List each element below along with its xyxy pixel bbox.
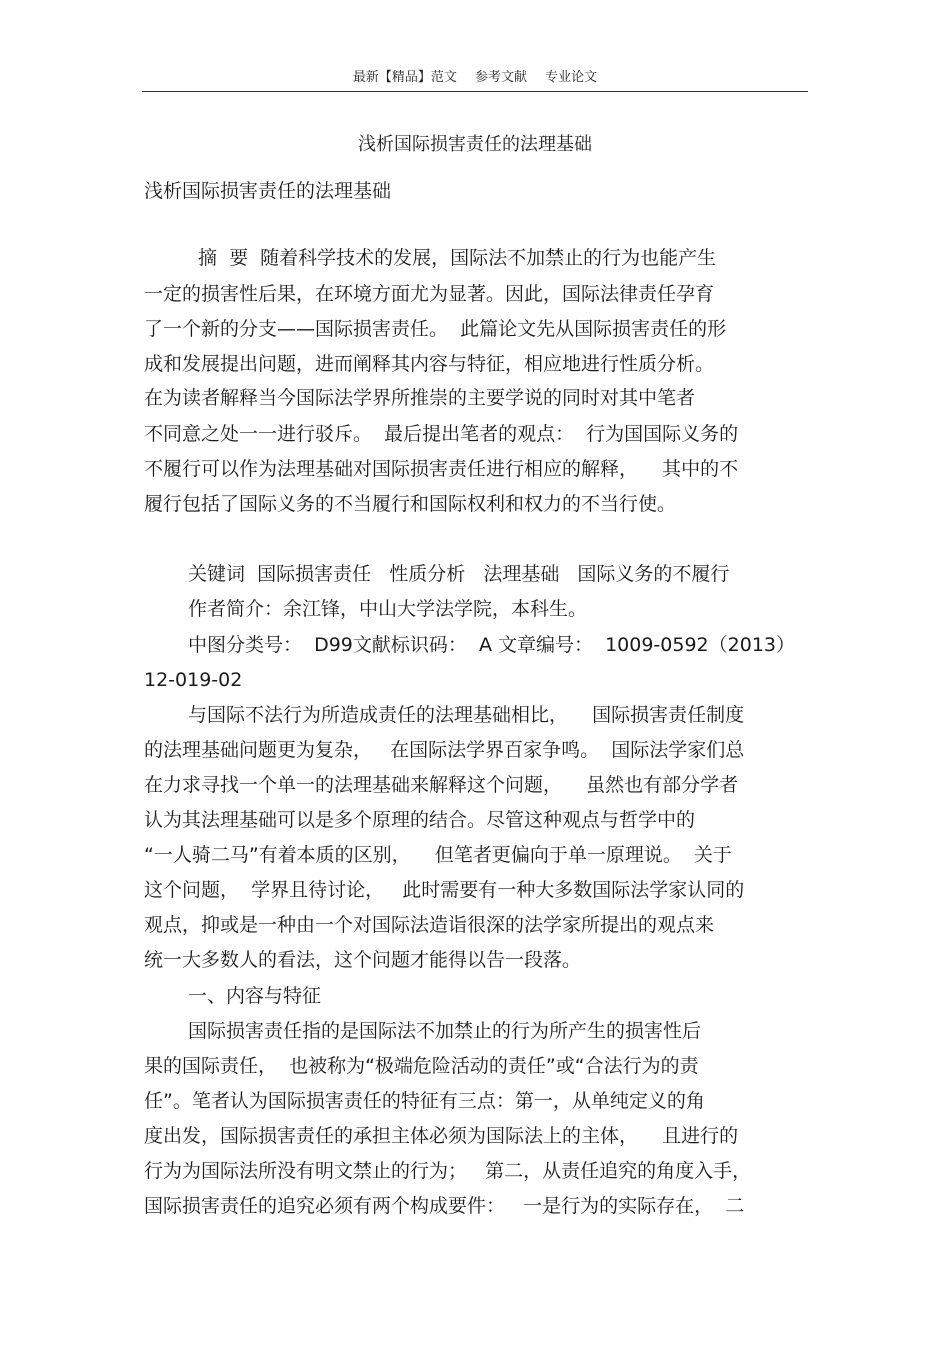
- document-title: 浅析国际损害责任的法理基础: [358, 134, 592, 155]
- abstract-line: 了一个新的分支——国际损害责任。 此篇论文先从国际损害责任的形: [144, 318, 727, 340]
- body-line: 认为其法理基础可以是多个原理的结合。尽管这种观点与哲学中的: [144, 809, 696, 831]
- body-line: 观点，抑或是一种由一个对国际法造诣很深的法学家所提出的观点来: [144, 914, 715, 936]
- body-line: 度出发，国际损害责任的承担主体必须为国际法上的主体， 且进行的: [144, 1125, 739, 1147]
- body-line: 国际损害责任的追究必须有两个构成要件： 一是行为的实际存在， 二: [144, 1195, 745, 1217]
- body-line: 的法理基础问题更为复杂， 在国际法学界百家争鸣。 国际法学家们总: [144, 739, 745, 761]
- abstract-line: 不同意之处一一进行驳斥。 最后提出笔者的观点： 行为国国际义务的: [144, 423, 739, 445]
- body-line: 果的国际责任， 也被称为“极端危险活动的责任”或“合法行为的责: [144, 1055, 699, 1077]
- classification-line: 12-019-02: [144, 669, 243, 691]
- abstract-line: 不履行可以作为法理基础对国际损害责任进行相应的解释， 其中的不: [144, 458, 739, 480]
- body-line: 这个问题， 学界且待讨论， 此时需要有一种大多数国际法学家认同的: [144, 879, 745, 901]
- header-divider: [142, 91, 808, 92]
- header-item-lunwen: 专业论文: [545, 70, 598, 85]
- abstract-line: 履行包括了国际义务的不当履行和国际权利和权力的不当行使。: [144, 493, 677, 515]
- abstract-line: 一定的损害性后果，在环境方面尤为显著。因此，国际法律责任孕育: [144, 283, 715, 305]
- body-line: “一人骑二马”有着本质的区别， 但笔者更偏向于单一原理说。 关于: [144, 844, 732, 866]
- body-line: 国际损害责任指的是国际法不加禁止的行为所产生的损害性后: [188, 1020, 702, 1042]
- abstract-line: 成和发展提出问题，进而阐释其内容与特征，相应地进行性质分析。: [144, 353, 715, 375]
- author-line: 作者简介：余江锋，中山大学法学院，本科生。: [188, 598, 588, 620]
- body-line: 统一大多数人的看法，这个问题才能得以告一段落。: [144, 949, 582, 971]
- abstract-line: 摘 要 随着科学技术的发展，国际法不加禁止的行为也能产生: [198, 247, 717, 269]
- page-header: [0, 66, 950, 85]
- header-item-fanwen: 最新【精品】范文: [352, 70, 457, 85]
- body-line: 与国际不法行为所造成责任的法理基础相比， 国际损害责任制度: [188, 704, 745, 726]
- header-item-cankao: 参考文献: [474, 70, 527, 85]
- keywords-line: 关键词 国际损害责任 性质分析 法理基础 国际义务的不履行: [188, 563, 730, 585]
- document-subtitle: 浅析国际损害责任的法理基础: [144, 180, 392, 202]
- abstract-line: 在为读者解释当今国际法学界所推崇的主要学说的同时对其中笔者: [144, 387, 696, 409]
- body-line: 任”。笔者认为国际损害责任的特征有三点：第一，从单纯定义的角: [144, 1090, 705, 1112]
- body-line: 在力求寻找一个单一的法理基础来解释这个问题， 虽然也有部分学者: [144, 774, 739, 796]
- section-heading: 一、内容与特征: [188, 985, 322, 1007]
- body-line: 行为为国际法所没有明文禁止的行为； 第二，从责任追究的角度入手，: [144, 1160, 752, 1182]
- classification-line: 中图分类号： D99文献标识码： A 文章编号： 1009-0592（2013）: [188, 634, 795, 656]
